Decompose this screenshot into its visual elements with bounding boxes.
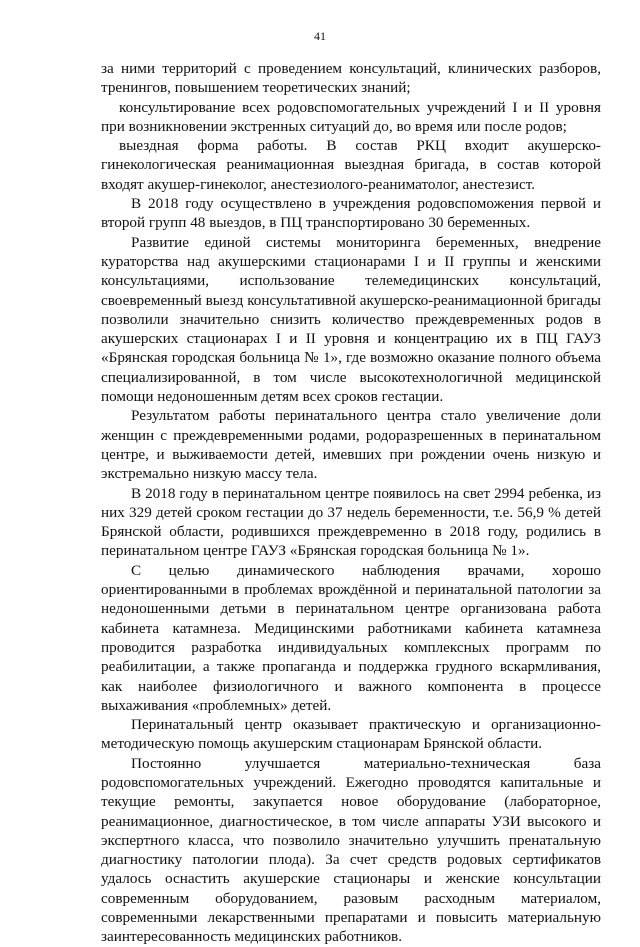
paragraph-3: выездная форма работы. В состав РКЦ входит акушерско-гинекологическая реанимационная выездная бригада, в состав которой входят акушер-гинеколог, анестезиолого-реаниматолог, анестезист. [101, 137, 601, 193]
page-number: 41 [314, 29, 326, 43]
paragraph-8: С целью динамического наблюдения врачами, хорошо ориентированными в проблемах врождённой и перинатальной патологии за недоношенными детьми в перинатальном центре организована работа кабинета катамнеза. Медицинскими работниками кабинета катамнеза проводится разработка индивидуальных комплексных программ по реабилитации, а также пропаганда и поддержка грудного вскармливания, как наиболее физиологичного и важного компонента в процессе выхаживания «проблемных» детей. [101, 561, 601, 714]
paragraph-7: В 2018 году в перинатальном центре появилось на свет 2994 ребенка, из них 329 детей сроком гестации до 37 недель беременности, т.е. 56,9 % детей Брянской области, родившихся преждевременно в 2018 году, родились в перинатальном центре ГАУЗ «Брянская городская больница № 1». [101, 484, 601, 560]
paragraph-10: Постоянно улучшается материально-техническая база родовспомогательных учреждений. Ежегодно проводятся капитальные и текущие ремонты, закупается новое оборудование (лабораторное, реанимационное, диагностическое, в том числе аппараты УЗИ высокого и экспертного класса, что позволило значительно улучшить пренатальную диагностику патологии плода). За счет средств родовых сертификатов удалось оснастить акушерские стационары и женские консультации современным оборудованием, разовым расходным материалом, современными лекарственными препаратами и повысить материальную заинтересованность медицинских работников. [101, 754, 601, 946]
paragraph-1: за ними территорий с проведением консультаций, клинических разборов, тренингов, повышением теоретических знаний; [101, 60, 601, 97]
paragraph-4: В 2018 году осуществлено в учреждения родовспоможения первой и второй групп 48 выездов, в ПЦ транспортировано 30 беременных. [101, 195, 601, 232]
document-body [101, 59, 601, 947]
paragraph-2: консультирование всех родовспомогательных учреждений I и II уровня при возникновении экстренных ситуаций до, во время или после родов; [101, 98, 601, 135]
paragraph-5: Развитие единой системы мониторинга беременных, внедрение кураторства над акушерскими стационарами I и II группы и женскими консультациями, использование телемедицинских консультаций, своевременный выезд консультативной акушерско-реанимационной бригады позволили значительно снизить количество преждевременных родов в акушерских стационарах I и II уровня и концентрацию их в ПЦ ГАУЗ «Брянская городская больница № 1», где возможно оказание полного объема специализированной, в том числе высокотехнологичной медицинской помощи недоношенным детям всех сроков гестации. [101, 233, 601, 406]
paragraph-6: Результатом работы перинатального центра стало увеличение доли женщин с преждевременными родами, родоразрешенных в перинатальном центре, и выживаемости детей, имевших при рождении очень низкую и экстремально низкую массу тела. [101, 407, 601, 483]
paragraph-9: Перинатальный центр оказывает практическую и организационно-методическую помощь акушерским стационарам Брянской области. [101, 716, 601, 753]
